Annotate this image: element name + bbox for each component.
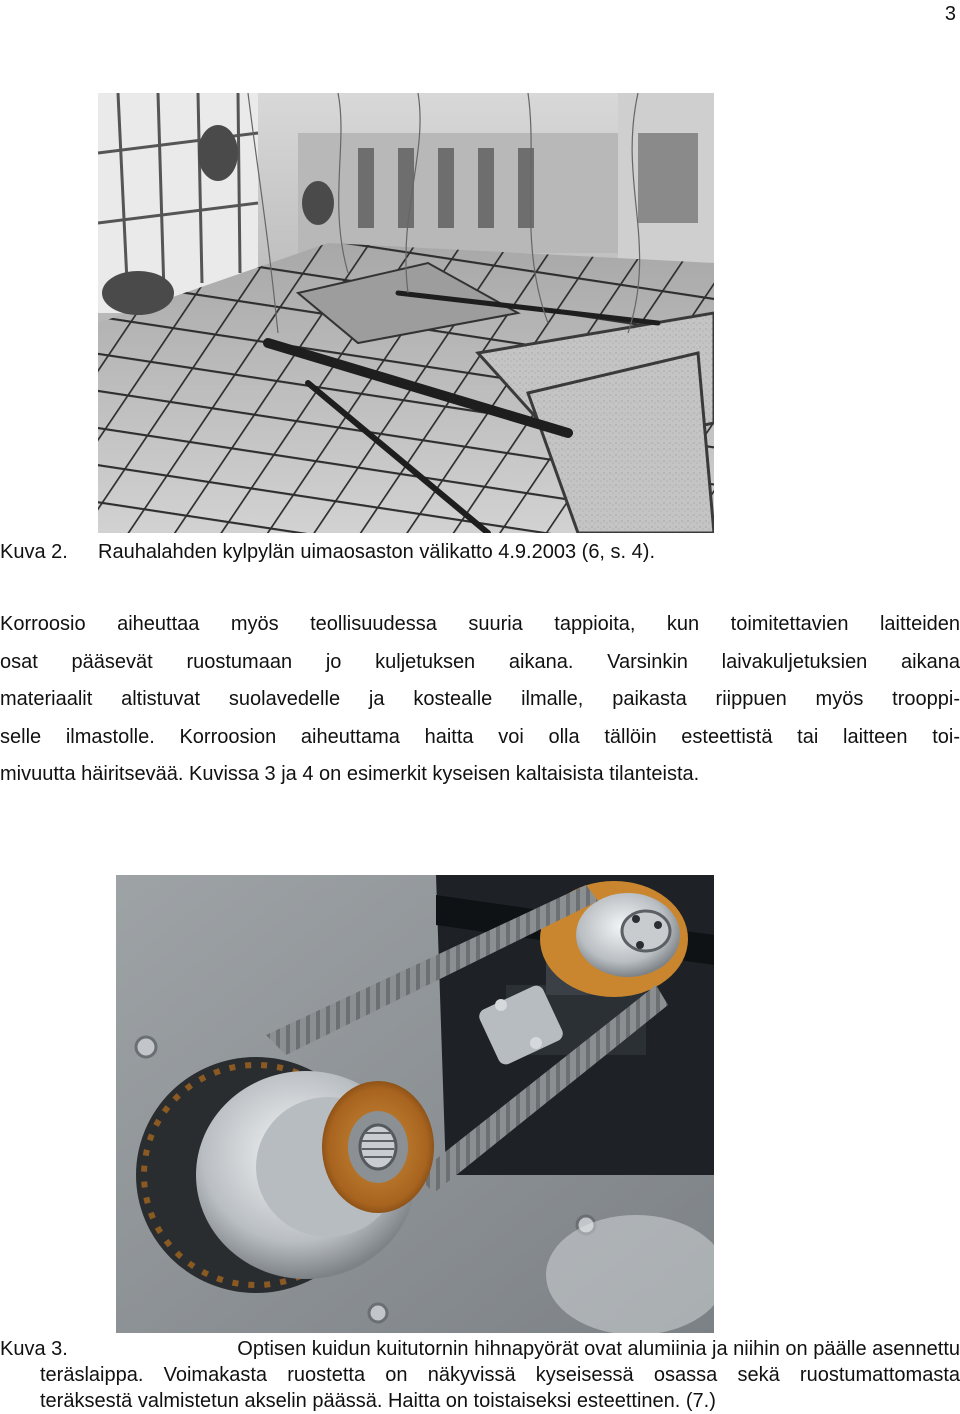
figure-3-text-line: teräslaippa. Voimakasta ruostetta on näkyvissä kyseisessä osassa sekä ruostumattomasta — [40, 1364, 960, 1386]
body-line: selle ilmastolle. Korroosion aiheuttama haitta voi olla tällöin esteettistä tai laitteen toi- — [0, 725, 960, 748]
collapsed-ceiling-illustration — [98, 93, 714, 533]
page-number: 3 — [944, 3, 956, 25]
body-line: mivuutta häiritsevää. Kuvissa 3 ja 4 on esimerkit kyseisen kaltaisista tilanteista. — [0, 763, 700, 785]
rusty-pulley-illustration — [116, 875, 714, 1333]
body-paragraph — [0, 606, 960, 794]
body-line: Korroosio aiheuttaa myös teollisuudessa suuria tappioita, kun toimitettavien laitteiden — [0, 613, 960, 635]
figure-3-caption-first-line — [0, 1336, 960, 1362]
figure-3-caption — [0, 1336, 960, 1414]
body-line: osat pääsevät ruostumaan jo kuljetuksen aikana. Varsinkin laivakuljetuksien aikana — [0, 650, 960, 673]
figure-3-text-line: teräksestä valmistetun akselin päässä. Haitta on toistaiseksi esteettinen. (7.) — [40, 1390, 716, 1412]
figure-2-label: Kuva 2. — [0, 541, 68, 563]
figure-3-text-line: Optisen kuidun kuitutornin hihnapyörät ovat alumiinia ja niihin on päälle asennettu — [237, 1338, 960, 1360]
figure-3-label: Kuva 3. — [0, 1338, 68, 1360]
figure-2-text: Rauhalahden kylpylän uimaosaston välikatto 4.9.2003 (6, s. 4). — [98, 541, 656, 563]
figure-2-caption — [0, 539, 655, 565]
body-line: materiaalit altistuvat suolavedelle ja kostealle ilmalle, paikasta riippuen myös trooppi- — [0, 688, 960, 710]
collapsed-ceiling-photo — [98, 93, 714, 533]
rusty-pulley-photo — [116, 875, 714, 1333]
